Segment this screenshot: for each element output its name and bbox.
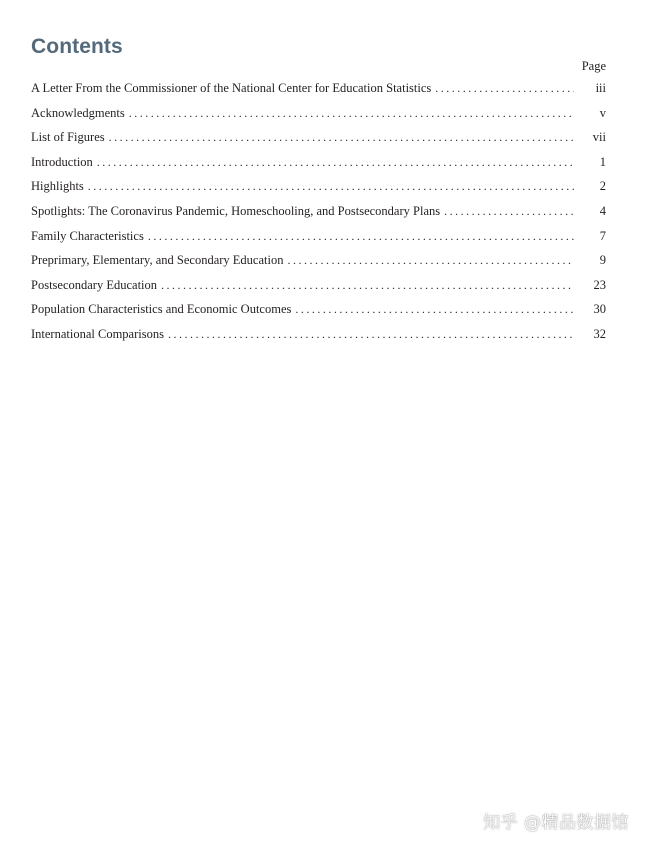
page-column-label: Page xyxy=(581,59,606,73)
toc-entry-family-characteristics[interactable] xyxy=(31,226,606,251)
toc-entry-page: 1 xyxy=(599,154,606,169)
toc-entry-page: 2 xyxy=(599,179,606,194)
toc-entry-page: 9 xyxy=(599,253,606,268)
toc-entry-title: Highlights xyxy=(31,179,84,194)
dot-leader xyxy=(161,275,574,295)
toc-entry-title: Postsecondary Education xyxy=(31,277,158,292)
dot-leader xyxy=(435,78,574,98)
dot-leader xyxy=(287,250,574,270)
toc-entry-page: 23 xyxy=(593,277,606,292)
toc-entry-title: A Letter From the Commissioner of the National Center for Education Statistics xyxy=(31,81,432,95)
toc-entry-title: Family Characteristics xyxy=(31,228,144,243)
toc-entry-title: Preprimary, Elementary, and Secondary Education xyxy=(31,253,284,268)
toc-entry-page: iii xyxy=(595,81,606,95)
toc-entry-international-comparisons[interactable] xyxy=(31,324,606,349)
toc-entry-title: List of Figures xyxy=(31,130,105,145)
dot-leader xyxy=(129,103,574,123)
toc-entry-title: Population Characteristics and Economic Outcomes xyxy=(31,302,292,317)
toc-entry-population-characteristics[interactable] xyxy=(31,299,606,324)
toc-entry-list-of-figures[interactable] xyxy=(31,127,606,152)
toc-entry-page: 32 xyxy=(593,326,606,341)
toc-entry-page: vii xyxy=(592,130,606,145)
toc-entry-letter[interactable] xyxy=(31,78,606,103)
toc-entry-preprimary-education[interactable] xyxy=(31,250,606,275)
toc-entry-page: 30 xyxy=(593,302,606,317)
toc-entry-acknowledgments[interactable] xyxy=(31,103,606,128)
dot-leader xyxy=(148,226,574,246)
table-of-contents xyxy=(31,78,606,349)
toc-entry-title: Spotlights: The Coronavirus Pandemic, Homeschooling, and Postsecondary Plans xyxy=(31,203,441,218)
dot-leader xyxy=(109,127,574,147)
toc-entry-spotlights[interactable] xyxy=(31,201,606,226)
toc-entry-postsecondary-education[interactable] xyxy=(31,275,606,300)
toc-entry-title: International Comparisons xyxy=(31,326,164,341)
watermark: 知乎 @精品数据馆 xyxy=(483,813,629,833)
dot-leader xyxy=(168,324,574,344)
dot-leader xyxy=(295,299,574,319)
toc-entry-page: 7 xyxy=(599,228,606,243)
dot-leader xyxy=(444,201,574,221)
toc-entry-page: v xyxy=(599,105,606,120)
dot-leader xyxy=(97,152,574,172)
toc-entry-introduction[interactable] xyxy=(31,152,606,177)
toc-entry-highlights[interactable] xyxy=(31,176,606,201)
toc-entry-title: Acknowledgments xyxy=(31,105,125,120)
page-title: Contents xyxy=(31,35,123,58)
dot-leader xyxy=(88,176,574,196)
toc-entry-page: 4 xyxy=(599,203,606,218)
toc-entry-title: Introduction xyxy=(31,154,93,169)
